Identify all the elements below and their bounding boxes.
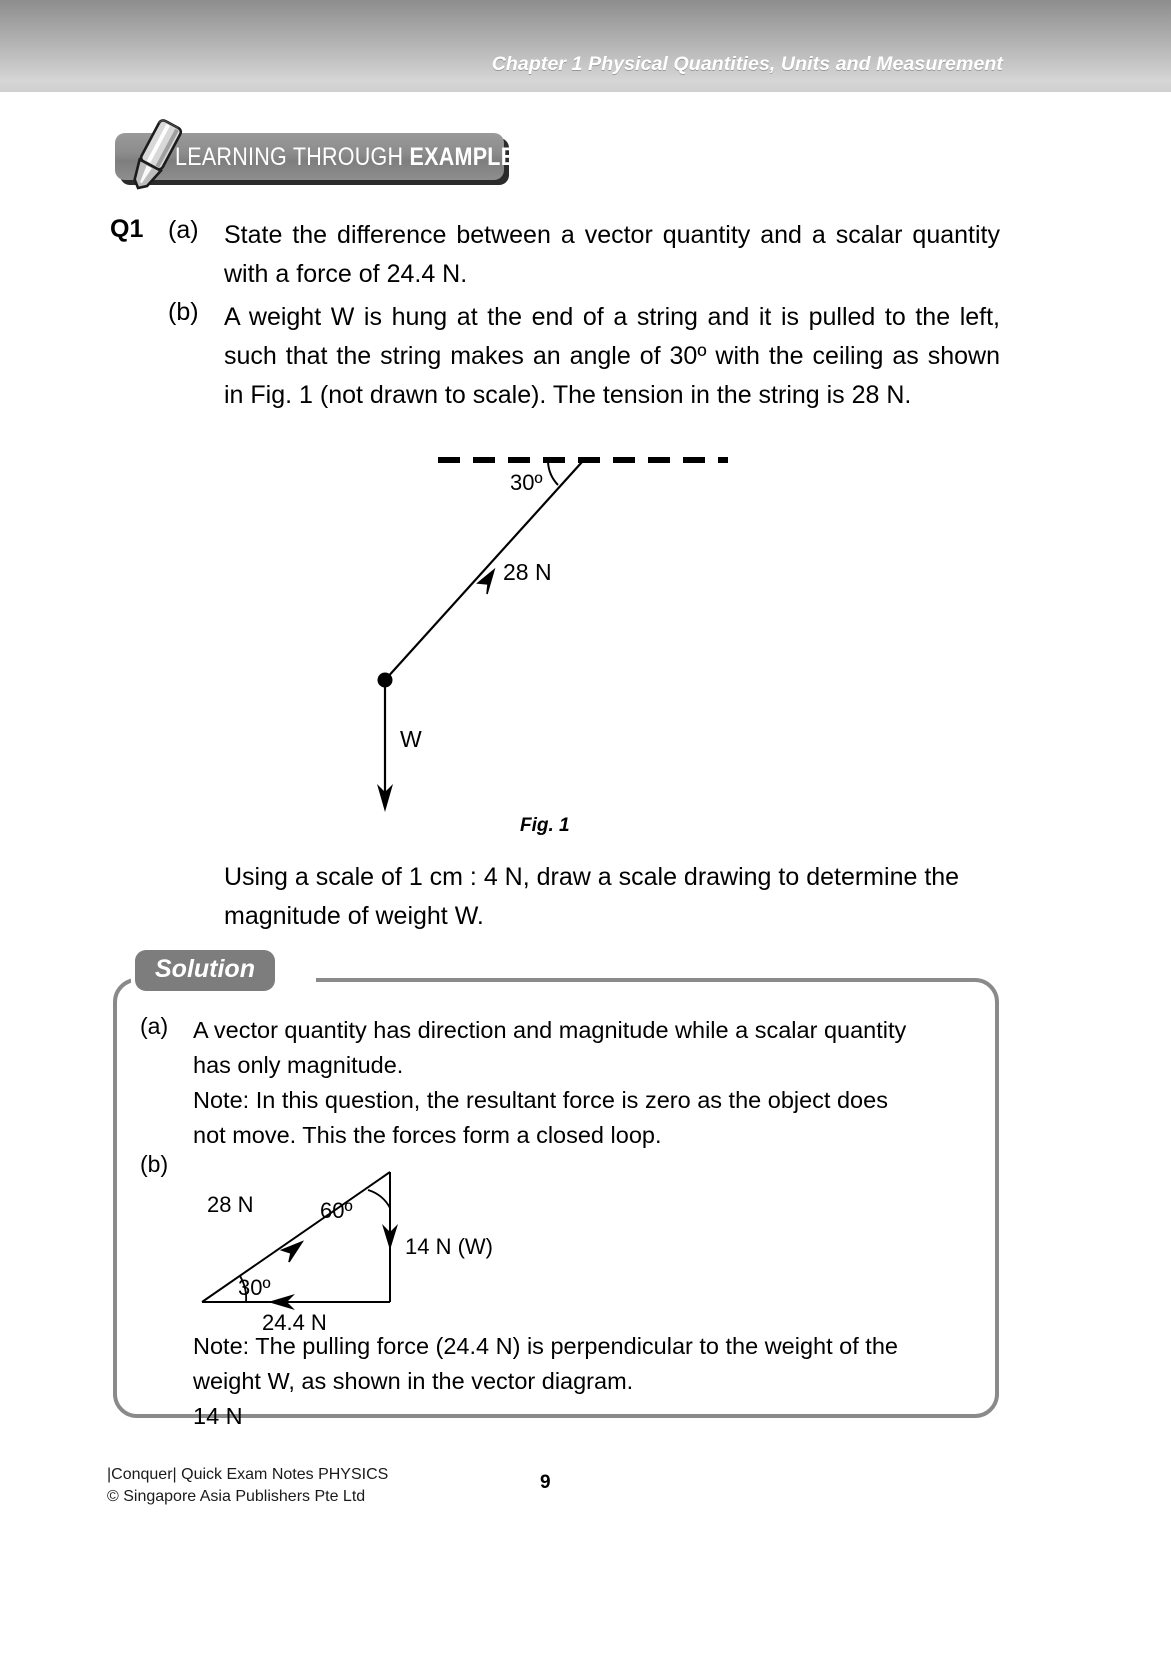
page-number: 9 xyxy=(540,1472,551,1493)
solution-line-3: Note: In this question, the resultant force is zero as the object does xyxy=(193,1087,888,1113)
angle-arc-60 xyxy=(368,1190,390,1208)
solution-part-a-marker: (a) xyxy=(140,1013,169,1039)
question-part-b-text: A weight W is hung at the end of a string and it is pulled to the left, such that the string makes an angle of 30º with the ceiling as shown in Fig. 1 (not drawn to scale). The tension in the string is 28 N. xyxy=(224,303,1000,409)
label-14n-w: 14 N (W) xyxy=(405,1234,493,1259)
pen-icon xyxy=(119,116,191,192)
scale-instruction-text: Using a scale of 1 cm : 4 N, draw a scale drawing to determine the magnitude of weight W. xyxy=(224,863,960,930)
footer-line-1: |Conquer| Quick Exam Notes PHYSICS xyxy=(107,1466,389,1483)
question-part-b-marker: (b) xyxy=(168,298,199,326)
chapter-title: Chapter 1 Physical Quantities, Units and Measurement xyxy=(491,53,1003,75)
angle-arc-30 xyxy=(548,461,558,485)
banner-label xyxy=(175,143,530,172)
vector-triangle-diagram xyxy=(190,1150,520,1335)
closing-line-3: 14 N xyxy=(193,1403,243,1429)
solution-closing-text xyxy=(193,1329,983,1434)
banner-label-light: LEARNING THROUGH xyxy=(175,143,410,171)
solution-part-b-marker: (b) xyxy=(140,1151,169,1177)
label-28n: 28 N xyxy=(207,1192,254,1217)
figure1-weight-label: W xyxy=(400,726,422,752)
question-part-a-marker: (a) xyxy=(168,216,199,244)
label-60-deg: 60º xyxy=(320,1198,353,1223)
learning-through-examples-banner xyxy=(115,133,530,182)
solution-badge: Solution xyxy=(135,950,275,991)
string-line xyxy=(385,462,582,680)
figure-1-diagram xyxy=(360,440,780,840)
question-part-a-text: State the difference between a vector quantity and a scalar quantity with a force of 24.4 N. xyxy=(224,221,1000,288)
closing-line-2: weight W, as shown in the vector diagram. xyxy=(193,1368,634,1394)
solution-line-2: has only magnitude. xyxy=(193,1052,404,1078)
label-30-deg: 30º xyxy=(238,1275,271,1300)
footer-credits xyxy=(107,1464,388,1508)
question-number: Q1 xyxy=(110,215,144,243)
figure-1-caption: Fig. 1 xyxy=(520,815,570,836)
banner-label-bold: EXAMPLES xyxy=(409,143,530,171)
solution-part-a-text xyxy=(193,1013,983,1153)
label-244n: 24.4 N xyxy=(262,1310,327,1335)
figure1-angle-label: 30º xyxy=(510,470,543,495)
solution-line-4: not move. This the forces form a closed loop. xyxy=(193,1122,662,1148)
solution-line-1: A vector quantity has direction and magnitude while a scalar quantity xyxy=(193,1017,907,1043)
figure1-tension-label: 28 N xyxy=(503,559,552,585)
closing-line-1: Note: The pulling force (24.4 N) is perpendicular to the weight of the xyxy=(193,1333,898,1359)
footer-line-2: © Singapore Asia Publishers Pte Ltd xyxy=(107,1488,366,1505)
page-header-bar xyxy=(0,0,1171,92)
